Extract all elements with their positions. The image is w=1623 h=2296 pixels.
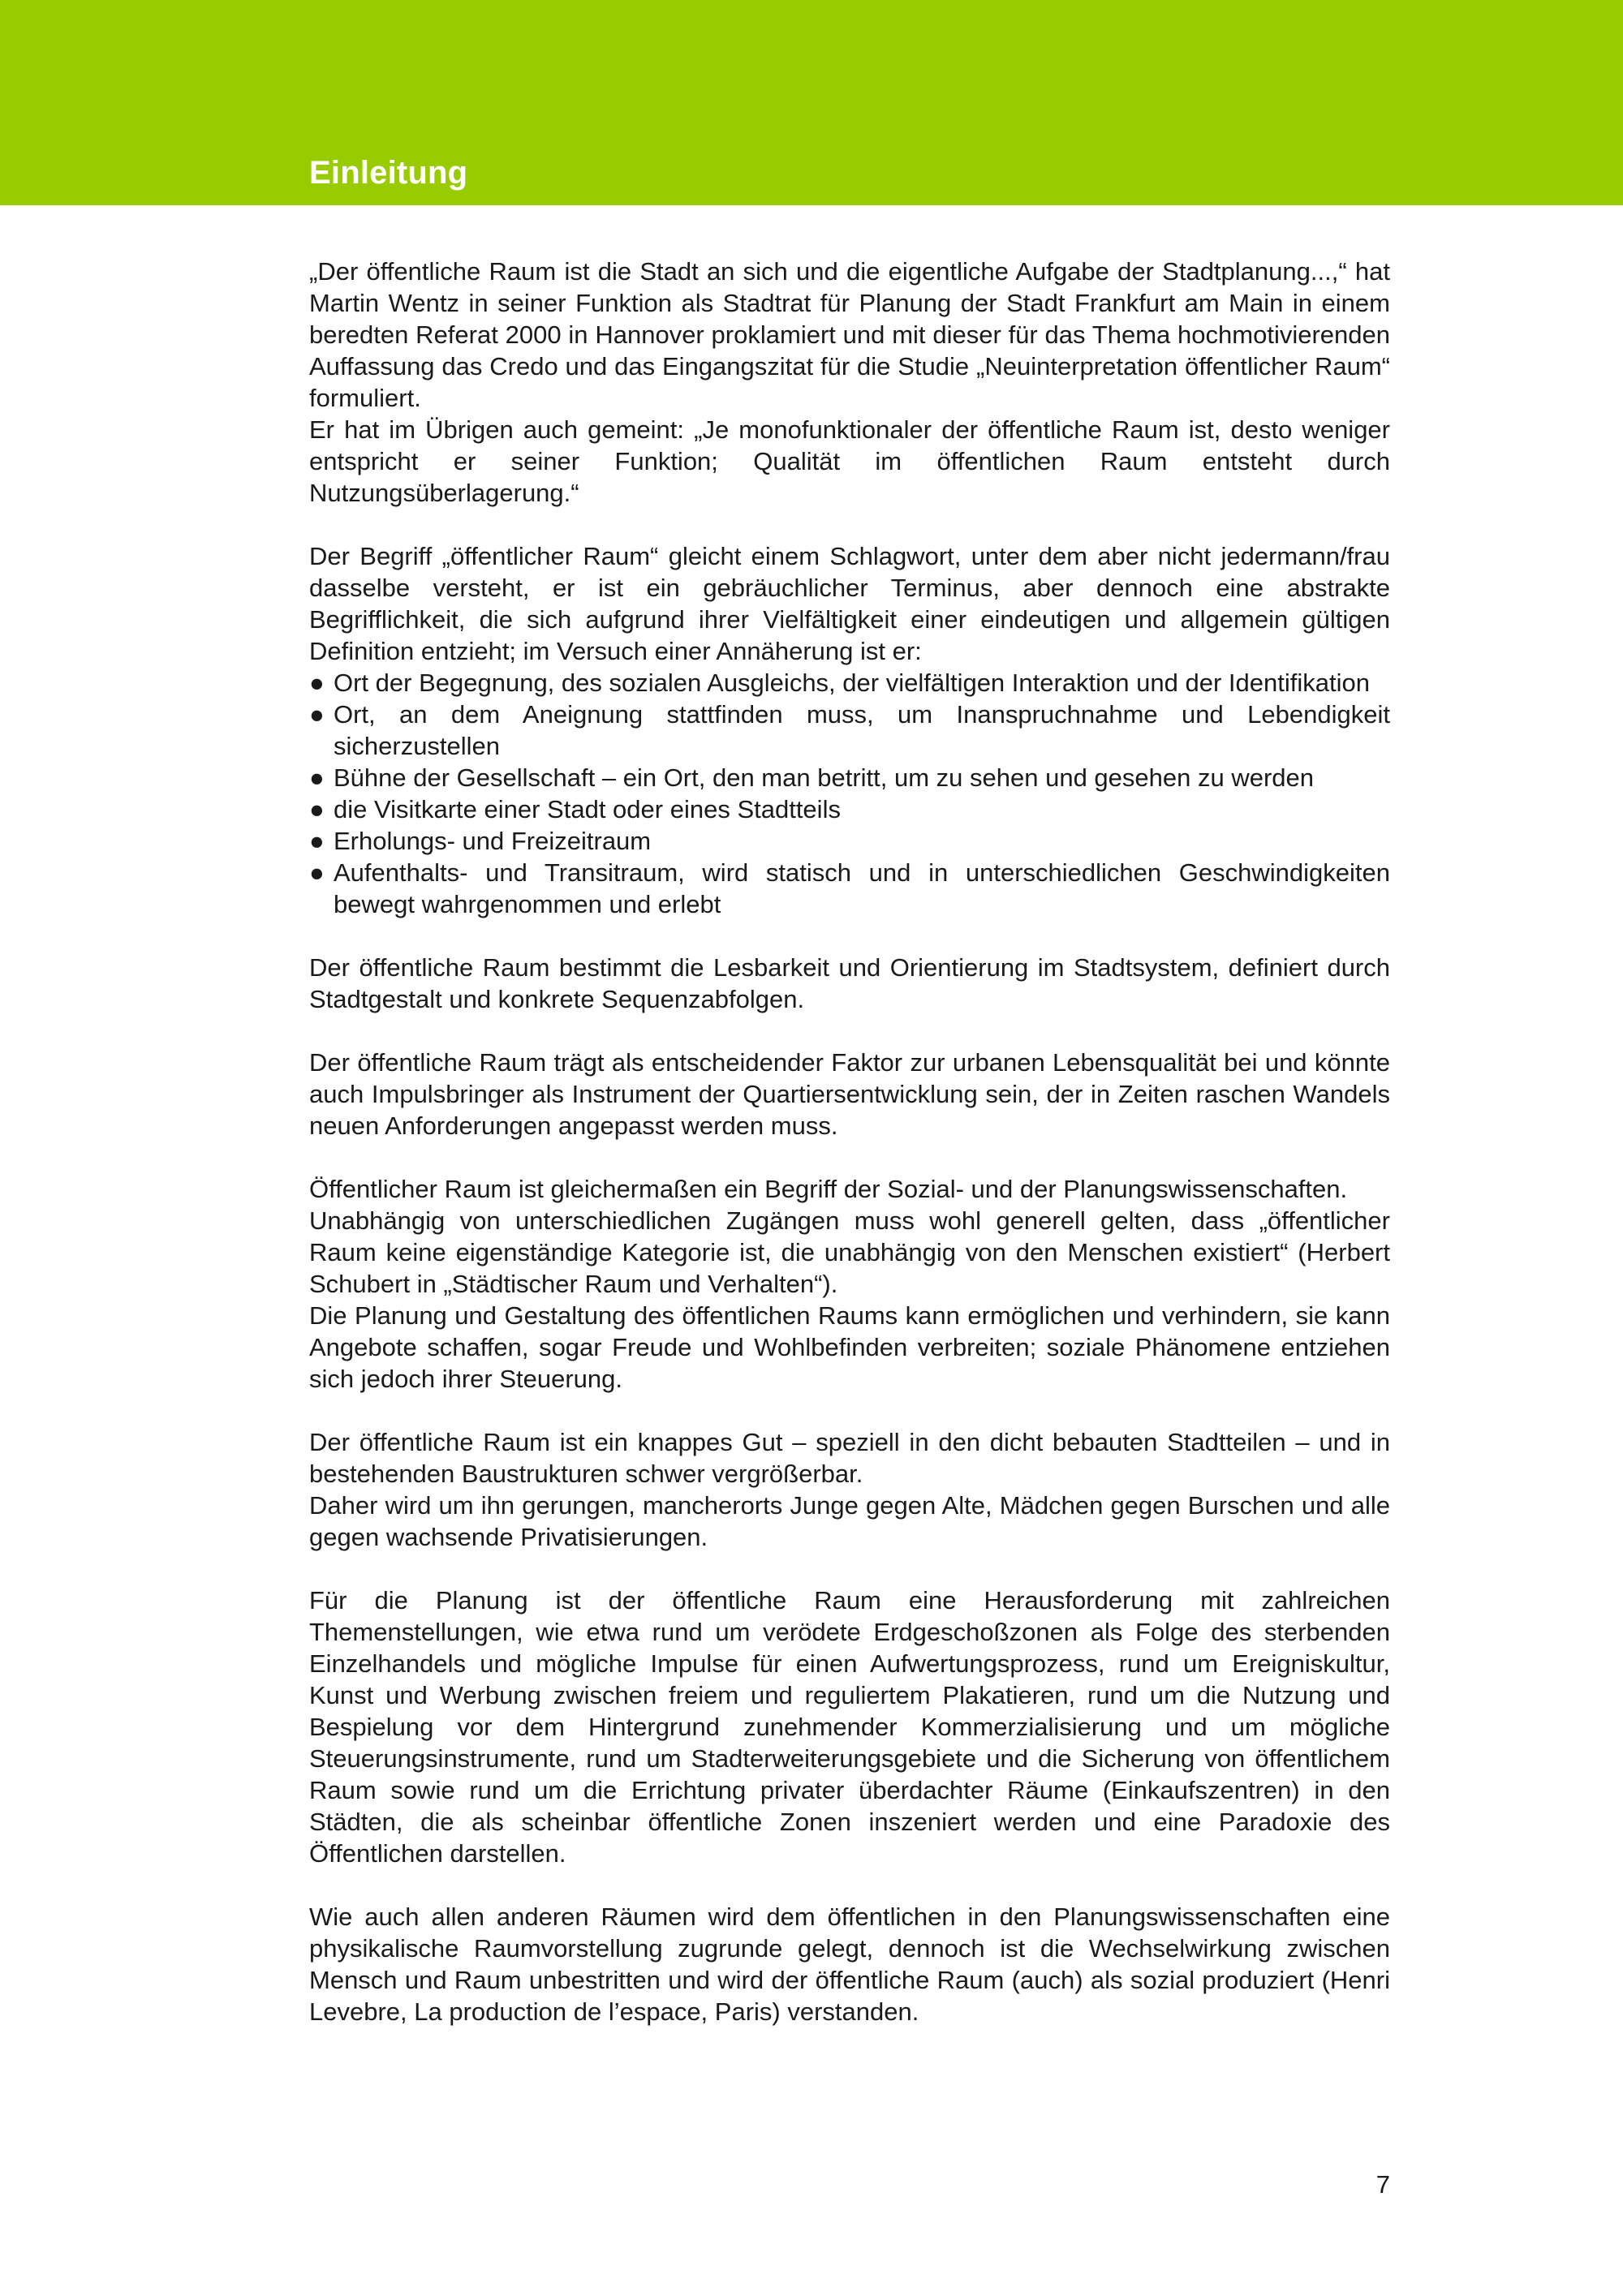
- paragraph-scarcity: [309, 1426, 1390, 1553]
- page-title: Einleitung: [309, 155, 468, 191]
- bullet-icon: ●: [309, 669, 325, 697]
- paragraph-sentence: Der Begriff „öffentlicher Raum“ gleicht einem Schlagwort, unter dem aber nicht jedermann/frau dasselbe versteht, er ist ein gebräuchlicher Terminus, aber dennoch eine abstrakte Begrifflichkeit, die sich aufgrund ihrer Vielfältigkeit einer eindeutigen und allgemein gültigen Definition entzieht; im Versuch einer Annäherung ist er:: [309, 542, 1390, 665]
- list-item: [309, 857, 1390, 920]
- list-item-text: die Visitkarte einer Stadt oder eines Stadtteils: [334, 795, 841, 823]
- list-item: [309, 825, 1390, 857]
- paragraph-definition: [309, 540, 1390, 920]
- paragraph-planning-challenge: [309, 1584, 1390, 1869]
- paragraph-sentence: Der öffentliche Raum trägt als entscheidender Faktor zur urbanen Lebensqualität bei und könnte auch Impulsbringer als Instrument der Quartiersentwicklung sein, der in Zeiten raschen Wandels neuen Anforderungen angepasst werden muss.: [309, 1048, 1390, 1140]
- header-band: [0, 0, 1623, 205]
- paragraph-sentence: Der öffentliche Raum ist ein knappes Gut – speziell in den dicht bebauten Stadtteilen – und in bestehenden Baustrukturen schwer vergrößerbar.: [309, 1428, 1390, 1488]
- paragraph-intro-quote: [309, 256, 1390, 509]
- paragraph-sentence: Der öffentliche Raum bestimmt die Lesbarkeit und Orientierung im Stadtsystem, definiert durch Stadtgestalt und konkrete Sequenzabfolgen.: [309, 953, 1390, 1013]
- paragraph-quality: [309, 1047, 1390, 1142]
- list-item-text: Ort der Begegnung, des sozialen Ausgleichs, der vielfältigen Interaktion und der Identifikation: [334, 669, 1370, 697]
- list-item: [309, 762, 1390, 793]
- bullet-icon: ●: [309, 795, 325, 823]
- paragraph-sentence: Öffentlicher Raum ist gleichermaßen ein Begriff der Sozial- und der Planungswissenschaften.: [309, 1175, 1348, 1203]
- list-item-text: Ort, an dem Aneignung stattfinden muss, um Inanspruchnahme und Lebendigkeit sicherzustellen: [334, 700, 1390, 760]
- body-text: [309, 256, 1390, 2059]
- list-item-text: Bühne der Gesellschaft – ein Ort, den man betritt, um zu sehen und gesehen zu werden: [334, 763, 1315, 792]
- paragraph-sentence: „Der öffentliche Raum ist die Stadt an sich und die eigentliche Aufgabe der Stadtplanung...,“ hat Martin Wentz in seiner Funktion als Stadtrat für Planung der Stadt Frankfurt am Main in einem beredten Referat 2000 in Hannover proklamiert und mit dieser für das Thema hochmotivierenden Auffassung das Credo und das Eingangszitat für die Studie „Neuinterpretation öffentlicher Raum“ formuliert.: [309, 257, 1390, 412]
- list-item: [309, 699, 1390, 762]
- bullet-icon: ●: [309, 827, 325, 855]
- paragraph-social-sciences: [309, 1173, 1390, 1395]
- paragraph-sentence: Er hat im Übrigen auch gemeint: „Je monofunktionaler der öffentliche Raum ist, desto weniger entspricht er seiner Funktion; Qualität im öffentlichen Raum entsteht durch Nutzungsüberlagerung.“: [309, 415, 1390, 507]
- paragraph-sentence: Die Planung und Gestaltung des öffentlichen Raums kann ermöglichen und verhindern, sie kann Angebote schaffen, sogar Freude und Wohlbefinden verbreiten; soziale Phänomene entziehen sich jedoch ihrer Steuerung.: [309, 1301, 1390, 1393]
- bullet-icon: ●: [309, 763, 325, 792]
- list-item-text: Aufenthalts- und Transitraum, wird statisch und in unterschiedlichen Geschwindigkeiten bewegt wahrgenommen und erlebt: [334, 858, 1390, 918]
- bullet-icon: ●: [309, 858, 325, 887]
- list-item-text: Erholungs- und Freizeitraum: [334, 827, 652, 855]
- paragraph-sentence: Daher wird um ihn gerungen, mancherorts Junge gegen Alte, Mädchen gegen Burschen und alle gegen wachsende Privatisierungen.: [309, 1491, 1390, 1551]
- page-number: 7: [1375, 2170, 1390, 2199]
- bullet-list: [309, 667, 1390, 920]
- bullet-icon: ●: [309, 700, 325, 729]
- list-item: [309, 793, 1390, 825]
- paragraph-sentence: Wie auch allen anderen Räumen wird dem öffentlichen in den Planungswissenschaften eine physikalische Raumvorstellung zugrunde gelegt, dennoch ist die Wechselwirkung zwischen Mensch und Raum unbestritten und wird der öffentliche Raum (auch) als sozial produziert (Henri Levebre, La production de l’espace, Paris) verstanden.: [309, 1903, 1390, 2026]
- paragraph-sentence: Unabhängig von unterschiedlichen Zugängen muss wohl generell gelten, dass „öffentlicher Raum keine eigenständige Kategorie ist, die unabhängig von den Menschen existiert“ (Herbert Schubert in „Städtischer Raum und Verhalten“).: [309, 1206, 1390, 1298]
- list-item: [309, 667, 1390, 699]
- paragraph-social-production: [309, 1901, 1390, 2027]
- paragraph-sentence: Für die Planung ist der öffentliche Raum eine Herausforderung mit zahlreichen Themenstellungen, wie etwa rund um verödete Erdgeschoßzonen als Folge des sterbenden Einzelhandels und mögliche Impulse für einen Aufwertungsprozess, rund um Ereigniskultur, Kunst und Werbung zwischen freiem und reguliertem Plakatieren, rund um die Nutzung und Bespielung vor dem Hintergrund zunehmender Kommerzialisierung und um mögliche Steuerungsinstrumente, rund um Stadterweiterungsgebiete und die Sicherung von öffentlichem Raum sowie rund um die Errichtung privater überdachter Räume (Einkaufszentren) in den Städten, die als scheinbar öffentliche Zonen inszeniert werden und eine Paradoxie des Öffentlichen darstellen.: [309, 1586, 1390, 1868]
- paragraph-orientation: [309, 952, 1390, 1015]
